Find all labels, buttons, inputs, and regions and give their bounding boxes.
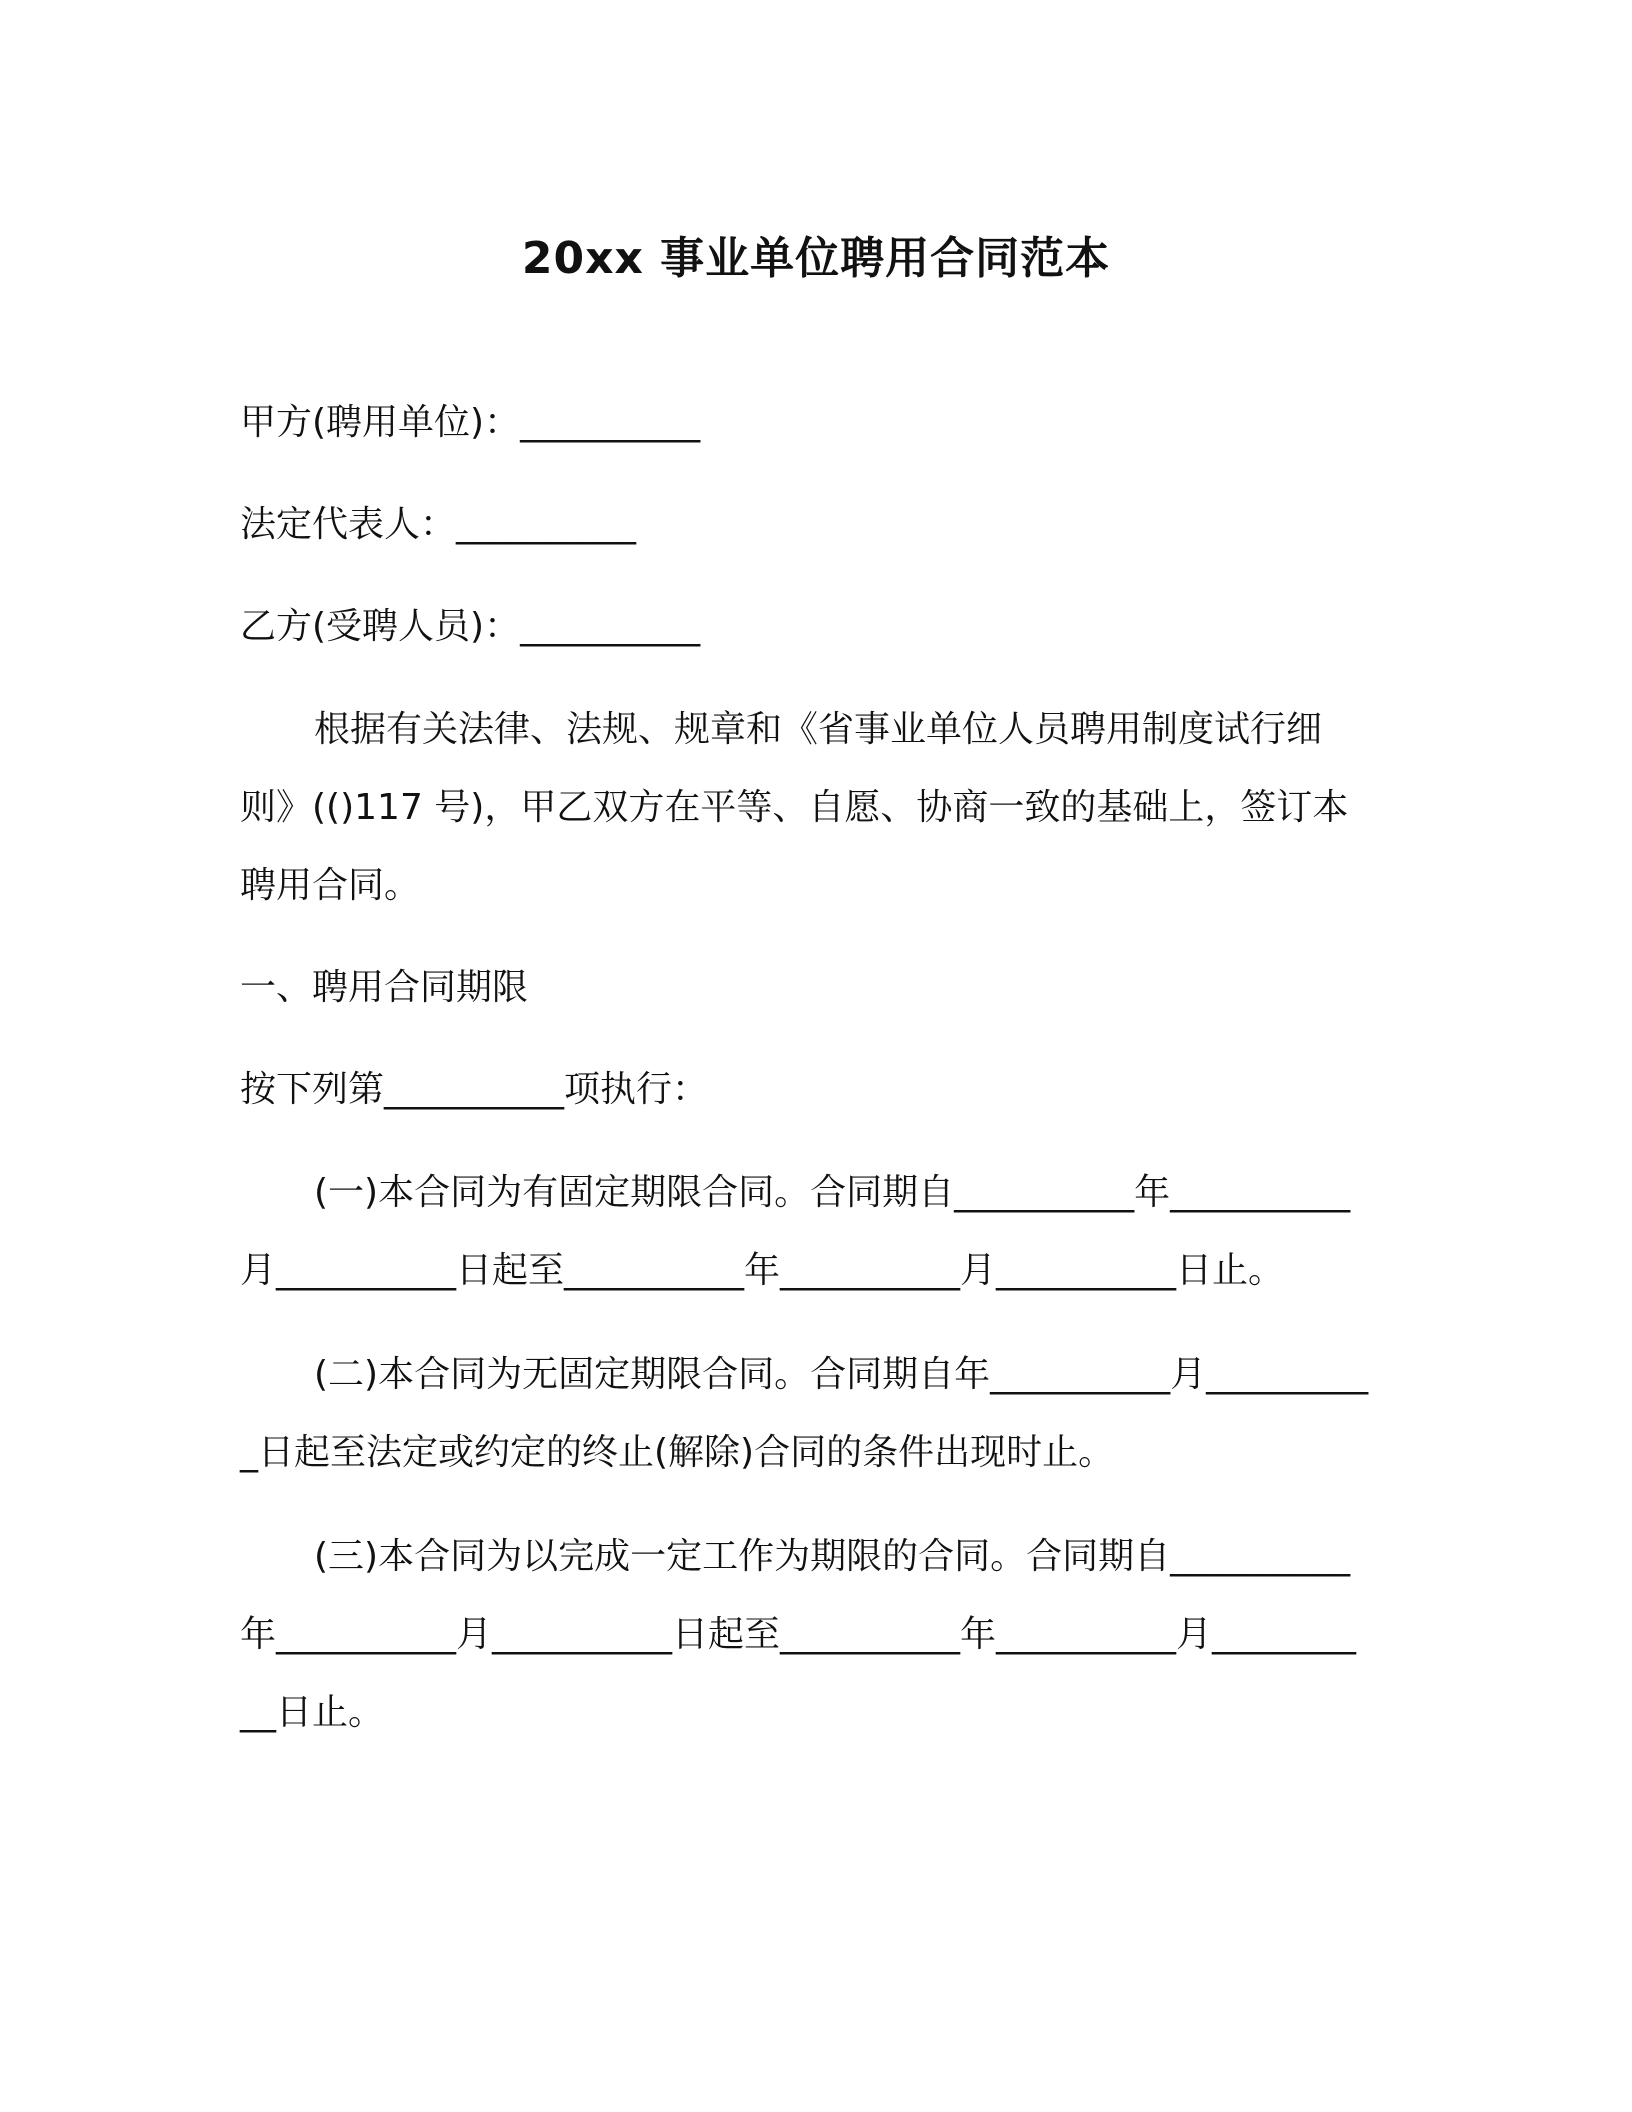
page-title: 20xx 事业单位聘用合同范本 [521,233,1111,284]
clause-fixed-term: (一)本合同为有固定期限合同。合同期自__________年__________月__________日起至__________年__________月__________日止。 [240,1172,1351,1291]
section-1-heading: 一、聘用合同期限 [240,967,529,1008]
section-1-intro: 按下列第__________项执行： [240,1069,709,1110]
clause-open-ended: (二)本合同为无固定期限合同。合同期自年__________月__________日起至法定或约定的终止(解除)合同的条件出现时止。 [240,1354,1369,1473]
party-a-line: 甲方(聘用单位)：__________ [240,402,701,443]
legal-representative-line: 法定代表人：__________ [240,504,637,545]
party-b-line: 乙方(受聘人员)：__________ [240,606,701,647]
clause-task-based: (三)本合同为以完成一定工作为期限的合同。合同期自__________年__________月__________日起至__________年__________月__________日止。 [240,1536,1356,1733]
preamble-paragraph: 根据有关法律、法规、规章和《省事业单位人员聘用制度试行细则》(()117 号)，甲乙双方在平等、自愿、协商一致的基础上，签订本聘用合同。 [240,709,1349,906]
